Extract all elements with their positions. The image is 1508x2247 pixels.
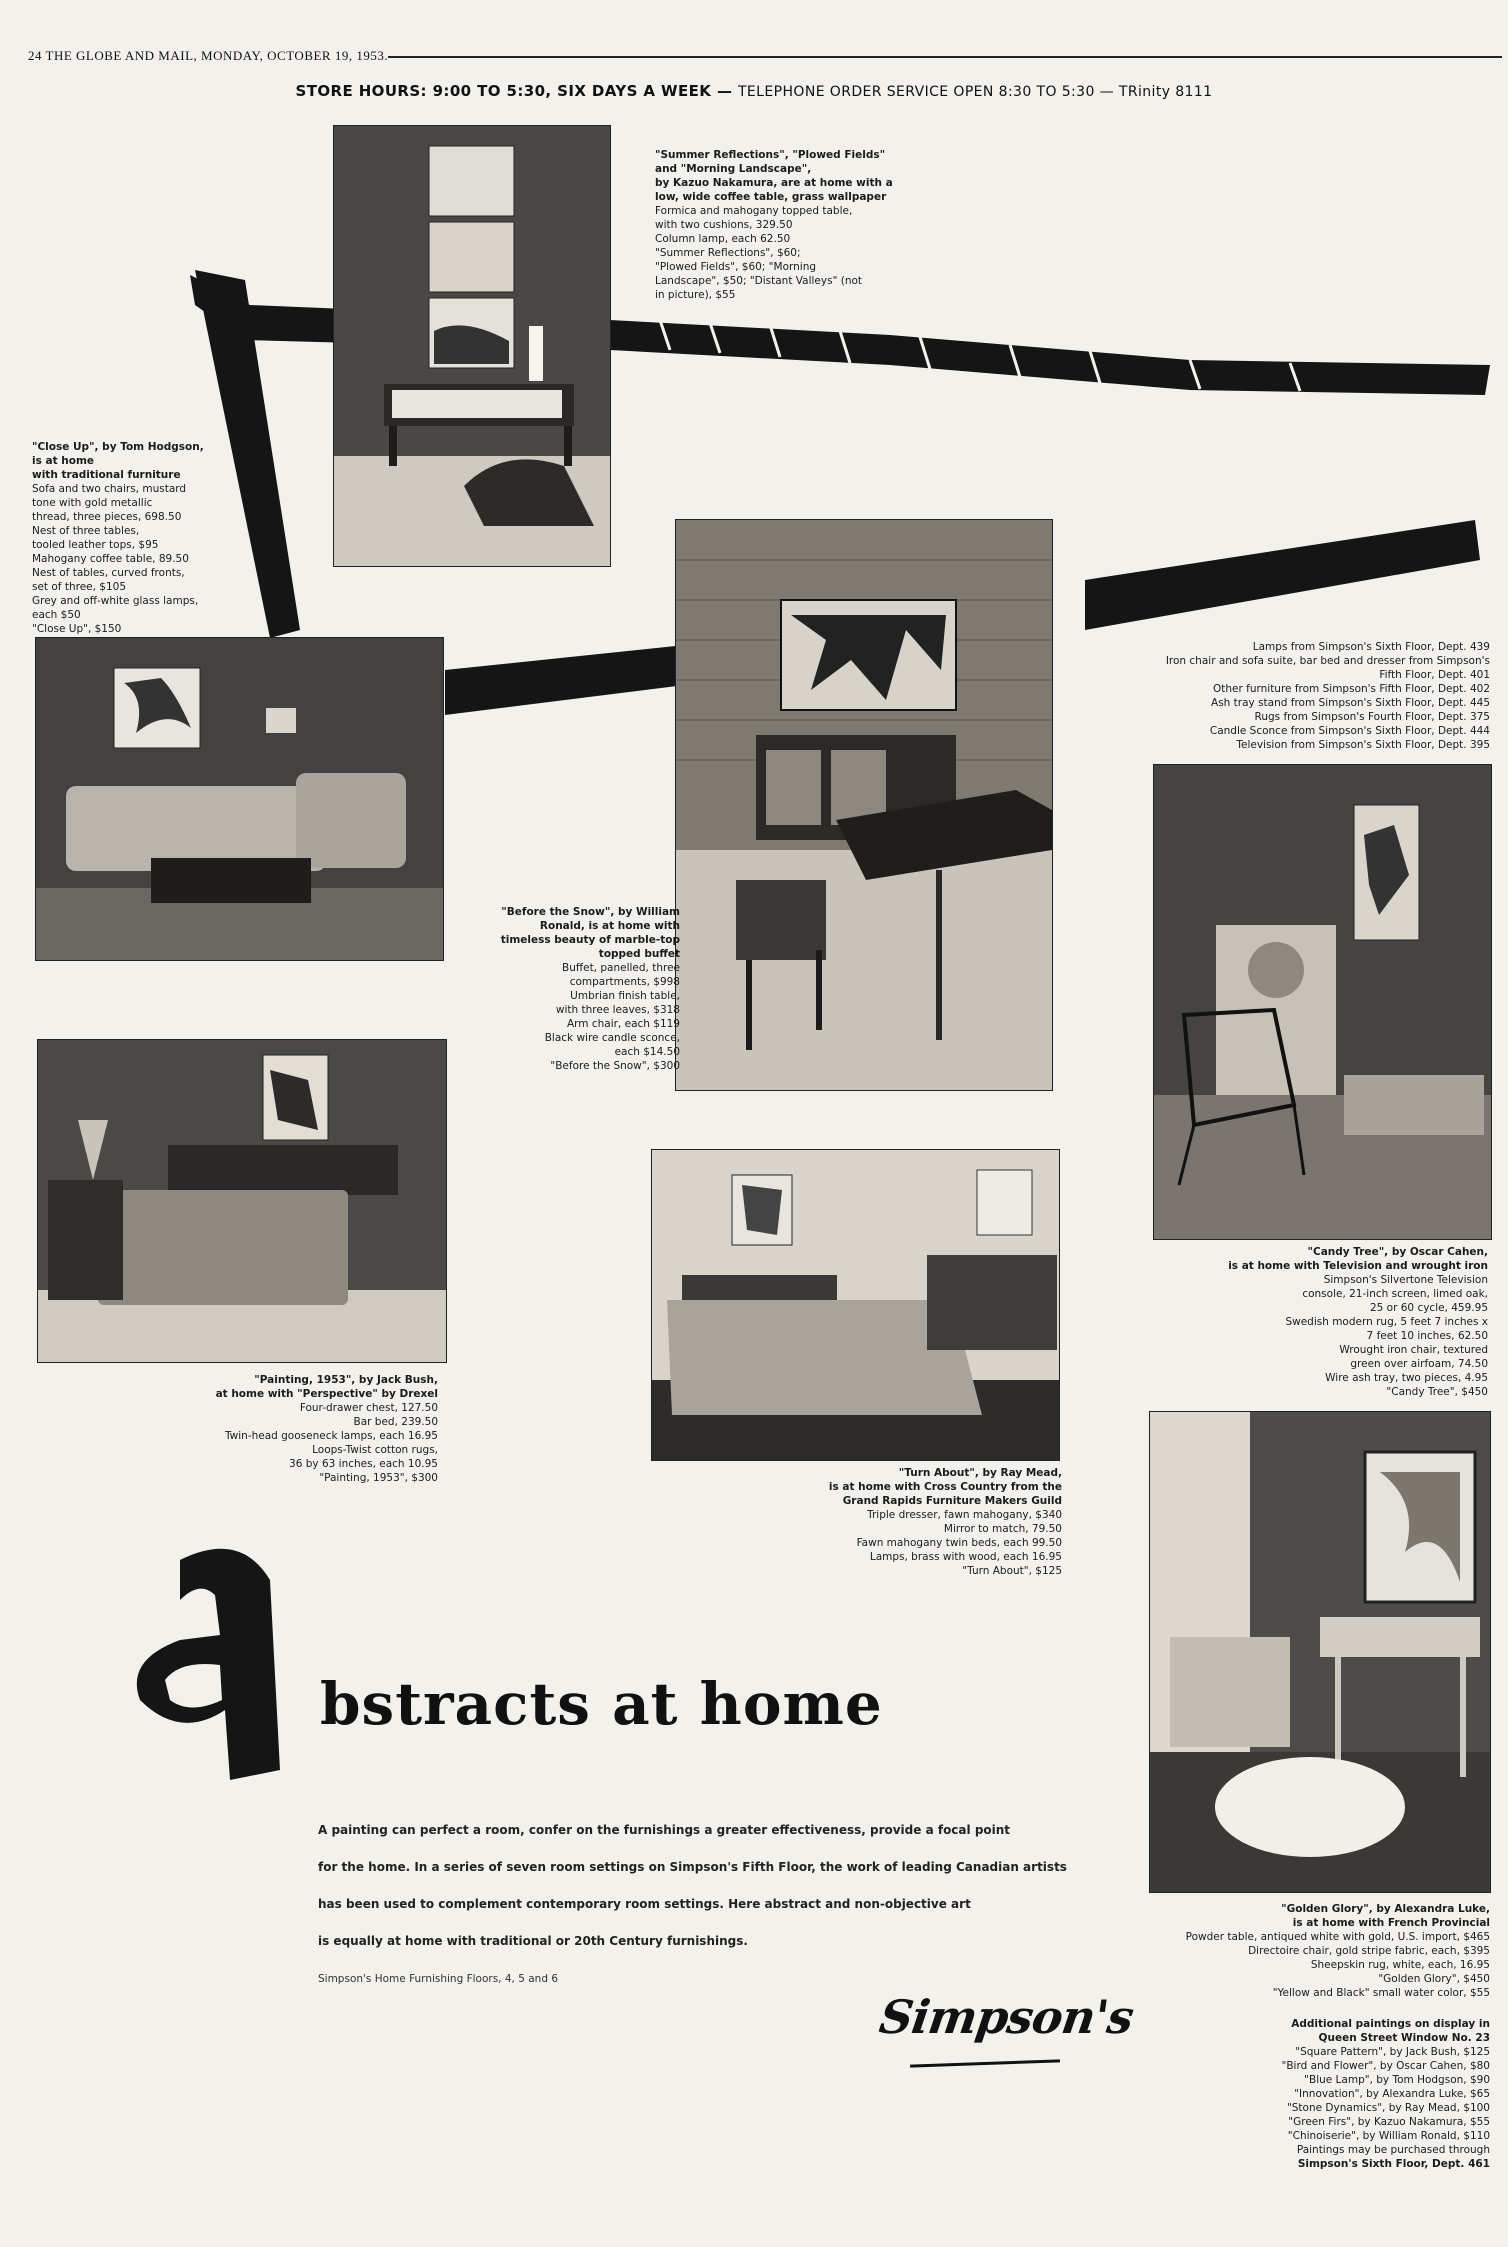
caption-line: Grey and off-white glass lamps,: [32, 595, 199, 607]
store-hours: STORE HOURS: 9:00 TO 5:30, SIX DAYS A WEEK: [295, 82, 712, 100]
caption-title: "Candy Tree", by Oscar Cahen,: [1307, 1246, 1488, 1258]
caption-line: Simpson's Sixth Floor, Dept. 461: [1297, 2158, 1490, 2170]
caption-title: is at home with Television and wrought iron: [1228, 1260, 1488, 1272]
caption-line: Swedish modern rug, 5 feet 7 inches x: [1285, 1316, 1488, 1328]
caption-line: "Stone Dynamics", by Ray Mead, $100: [1286, 2102, 1490, 2114]
caption-line: green over airfoam, 74.50: [1350, 1358, 1488, 1370]
caption-line: Fawn mahogany twin beds, each 99.50: [856, 1537, 1062, 1549]
caption-line: compartments, $998: [569, 976, 680, 988]
photo-turn-about: [652, 1150, 1059, 1460]
caption-line: Column lamp, each 62.50: [655, 233, 791, 245]
caption-line: Four-drawer chest, 127.50: [299, 1402, 438, 1414]
caption-line: Paintings may be purchased through: [1296, 2144, 1490, 2156]
caption-line: in picture), $55: [655, 289, 736, 301]
caption-line: 36 by 63 inches, each 10.95: [289, 1458, 438, 1470]
caption-line: Buffet, panelled, three: [562, 962, 680, 974]
caption-line: is at home: [32, 455, 95, 467]
headline-text: bstracts at home: [320, 1670, 883, 1738]
caption-line: "Turn About", $125: [962, 1565, 1062, 1577]
intro-line: A painting can perfect a room, confer on the furnishings a greater effectiveness, provide a focal point: [318, 1823, 1011, 1837]
caption-line: "Green Firs", by Kazuo Nakamura, $55: [1288, 2116, 1490, 2128]
photo-painting-1953: [38, 1040, 446, 1362]
simpsons-logo: [876, 1980, 1137, 2100]
caption-title: Additional paintings on display in: [1291, 2018, 1490, 2030]
caption-line: low, wide coffee table, grass wallpaper: [655, 191, 887, 203]
caption-line: "Blue Lamp", by Tom Hodgson, $90: [1304, 2074, 1490, 2086]
caption-line: tooled leather tops, $95: [32, 539, 159, 551]
caption-line: Triple dresser, fawn mahogany, $340: [867, 1509, 1062, 1521]
caption-line: "Painting, 1953", $300: [319, 1472, 438, 1484]
intro-line: for the home. In a series of seven room settings on Simpson's Fifth Floor, the work of leading Canadian artists: [318, 1860, 1067, 1874]
caption-line: set of three, $105: [32, 581, 127, 593]
caption-before-the-snow: [470, 905, 680, 1073]
caption-line: "Bird and Flower", by Oscar Cahen, $80: [1281, 2060, 1490, 2072]
caption-line: 25 or 60 cycle, 459.95: [1369, 1302, 1488, 1314]
caption-additional-paintings: [1180, 2017, 1490, 2171]
caption-line: Lamps, brass with wood, each 16.95: [869, 1551, 1062, 1563]
telephone-service: TELEPHONE ORDER SERVICE OPEN 8:30 TO 5:30 — TRinity 8111: [737, 84, 1213, 100]
photo-golden-glory: [1150, 1412, 1490, 1892]
headline: [120, 1540, 920, 1790]
caption-line: Simpson's Silvertone Television: [1323, 1274, 1488, 1286]
caption-title: "Before the Snow", by William: [501, 906, 680, 918]
photo-candy-tree: [1154, 765, 1491, 1239]
photo-close-up: [36, 638, 443, 960]
intro-line: has been used to complement contemporary room settings. Here abstract and non-objective art: [318, 1897, 971, 1911]
headline-initial-a: [120, 1540, 320, 1790]
caption-line: Ash tray stand from Simpson's Sixth Floor, Dept. 445: [1211, 697, 1490, 709]
hours-separator: —: [716, 82, 733, 100]
caption-line: Umbrian finish table,: [570, 990, 680, 1002]
caption-line: 7 feet 10 inches, 62.50: [1366, 1330, 1488, 1342]
caption-painting-1953: [190, 1373, 438, 1485]
caption-line: Formica and mahogany topped table,: [655, 205, 853, 217]
caption-line: Television from Simpson's Sixth Floor, Dept. 395: [1236, 739, 1490, 751]
caption-line: tone with gold metallic: [32, 497, 153, 509]
caption-line: with three leaves, $318: [555, 1004, 680, 1016]
caption-line: "Close Up", $150: [32, 623, 122, 635]
caption-line: each $50: [32, 609, 81, 621]
caption-golden-glory: [1100, 1902, 1490, 2000]
caption-line: "Yellow and Black" small water color, $55: [1272, 1987, 1490, 1999]
logo-underline: [910, 2059, 1060, 2067]
caption-line: by Kazuo Nakamura, are at home with a: [655, 177, 893, 189]
caption-line: Bar bed, 239.50: [353, 1416, 438, 1428]
intro-line: is equally at home with traditional or 20th Century furnishings.: [318, 1934, 748, 1948]
caption-line: Mahogany coffee table, 89.50: [32, 553, 189, 565]
caption-title: "Close Up", by Tom Hodgson,: [32, 441, 204, 453]
caption-line: Lamps from Simpson's Sixth Floor, Dept. 439: [1252, 641, 1490, 653]
caption-line: "Before the Snow", $300: [550, 1060, 680, 1072]
caption-candy-tree: [1160, 1245, 1488, 1399]
caption-line: Fifth Floor, Dept. 401: [1379, 669, 1490, 681]
logo-wordmark: Simpson's: [876, 1990, 1137, 2044]
caption-line: each $14.50: [614, 1046, 680, 1058]
masthead-rule: [388, 56, 1502, 58]
caption-line: "Square Pattern", by Jack Bush, $125: [1295, 2046, 1490, 2058]
caption-line: "Chinoiserie", by William Ronald, $110: [1287, 2130, 1490, 2142]
caption-line: Candle Sconce from Simpson's Sixth Floor, Dept. 444: [1209, 725, 1490, 737]
caption-line: Twin-head gooseneck lamps, each 16.95: [224, 1430, 438, 1442]
caption-line: Wire ash tray, two pieces, 4.95: [1325, 1372, 1488, 1384]
caption-title: "Painting, 1953", by Jack Bush,: [254, 1374, 438, 1386]
caption-line: Black wire candle sconce,: [544, 1032, 680, 1044]
caption-title: Ronald, is at home with: [539, 920, 680, 932]
caption-line: Iron chair and sofa suite, bar bed and dresser from Simpson's: [1165, 655, 1490, 667]
caption-line: Mirror to match, 79.50: [943, 1523, 1062, 1535]
caption-line: Nest of tables, curved fronts,: [32, 567, 185, 579]
caption-title: timeless beauty of marble-top: [500, 934, 680, 946]
caption-title: Queen Street Window No. 23: [1318, 2032, 1490, 2044]
caption-close-up: [32, 440, 232, 636]
caption-line: Sheepskin rug, white, each, 16.95: [1310, 1959, 1490, 1971]
caption-title: topped buffet: [598, 948, 680, 960]
caption-title: "Turn About", by Ray Mead,: [898, 1467, 1062, 1479]
caption-line: with two cushions, 329.50: [655, 219, 793, 231]
caption-line: Nest of three tables,: [32, 525, 140, 537]
photo-summer-reflections: [334, 126, 610, 566]
caption-title: Grand Rapids Furniture Makers Guild: [842, 1495, 1062, 1507]
caption-summer-reflections: [655, 148, 895, 302]
caption-line: Arm chair, each $119: [566, 1018, 680, 1030]
caption-line: "Summer Reflections", $60;: [655, 247, 801, 259]
store-hours-banner: [0, 82, 1508, 100]
caption-line: Other furniture from Simpson's Fifth Floor, Dept. 402: [1212, 683, 1490, 695]
caption-title: at home with "Perspective" by Drexel: [215, 1388, 438, 1400]
caption-line: Landscape", $50; "Distant Valleys" (not: [655, 275, 863, 287]
caption-line: Directoire chair, gold stripe fabric, each, $395: [1248, 1945, 1490, 1957]
intro-paragraph: [318, 1812, 1078, 1960]
caption-title: is at home with Cross Country from the: [828, 1481, 1062, 1493]
masthead: [28, 48, 1502, 64]
caption-title: "Golden Glory", by Alexandra Luke,: [1281, 1903, 1490, 1915]
photo-before-the-snow: [676, 520, 1052, 1090]
caption-line: Sofa and two chairs, mustard: [32, 483, 187, 495]
caption-line: "Plowed Fields", $60; "Morning: [655, 261, 817, 273]
caption-departments: [1120, 640, 1490, 752]
caption-line: "Candy Tree", $450: [1386, 1386, 1488, 1398]
caption-line: "Golden Glory", $450: [1378, 1973, 1490, 1985]
caption-line: Loops-Twist cotton rugs,: [312, 1444, 438, 1456]
caption-line: console, 21-inch screen, limed oak,: [1302, 1288, 1488, 1300]
furnishing-floors-note: Simpson's Home Furnishing Floors, 4, 5 and 6: [318, 1973, 559, 1985]
caption-line: Wrought iron chair, textured: [1339, 1344, 1488, 1356]
caption-title: "Summer Reflections", "Plowed Fields" and "Morning Landscape",: [655, 149, 886, 175]
caption-line: thread, three pieces, 698.50: [32, 511, 182, 523]
caption-title: is at home with French Provincial: [1292, 1917, 1490, 1929]
masthead-text: 24 THE GLOBE AND MAIL, MONDAY, OCTOBER 19, 1953.: [28, 48, 389, 63]
caption-line: Powder table, antiqued white with gold, U.S. import, $465: [1185, 1931, 1490, 1943]
caption-line: Rugs from Simpson's Fourth Floor, Dept. 375: [1254, 711, 1490, 723]
caption-line: with traditional furniture: [32, 469, 181, 481]
caption-line: "Innovation", by Alexandra Luke, $65: [1294, 2088, 1490, 2100]
